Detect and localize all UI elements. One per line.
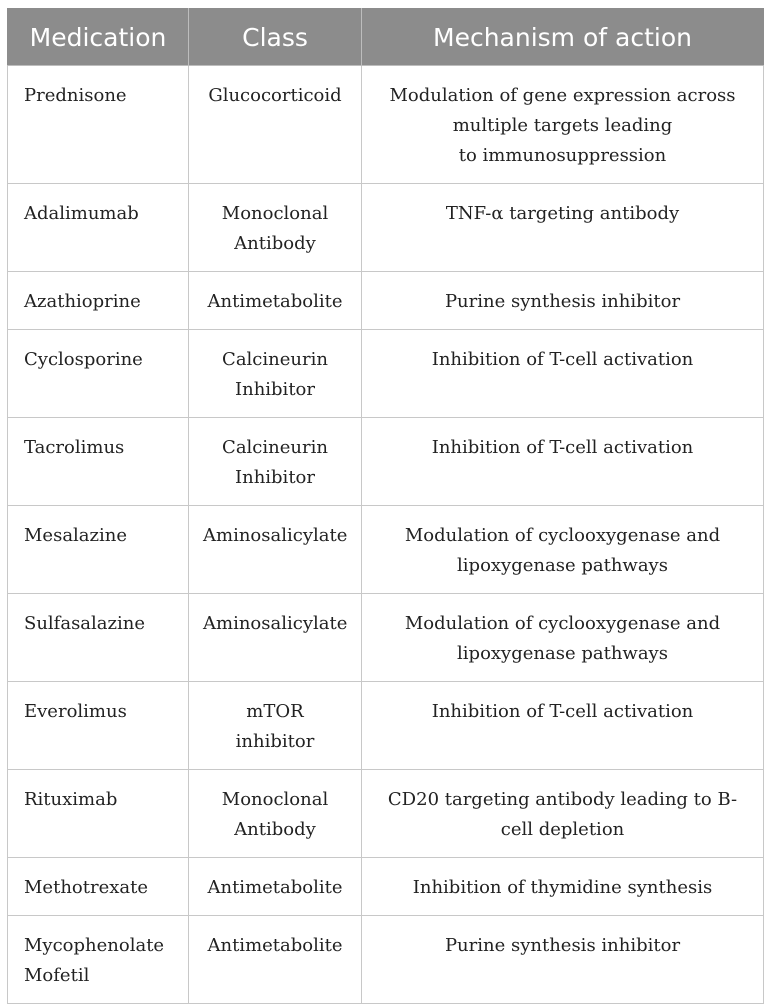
cell-class [189, 184, 362, 272]
cell-medication-line: Prednisone [24, 85, 127, 106]
cell-mechanism [362, 184, 764, 272]
header-row [8, 9, 764, 66]
cell-mechanism [362, 770, 764, 858]
cell-mechanism-line: Purine synthesis inhibitor [444, 935, 681, 956]
cell-mechanism-line: Inhibition of T-cell activation [431, 437, 694, 458]
cell-mechanism-line: Inhibition of T-cell activation [431, 701, 694, 722]
cell-class [189, 418, 362, 506]
table-row [8, 770, 764, 858]
table-row [8, 418, 764, 506]
cell-class-line: Antimetabolite [207, 877, 343, 898]
header-class: Class [189, 9, 362, 66]
cell-class-line: Aminosalicylate [203, 525, 348, 546]
cell-mechanism-line: to immunosuppression [458, 145, 667, 166]
cell-medication-line: Methotrexate [24, 877, 149, 898]
table-body [8, 66, 764, 1004]
cell-mechanism [362, 272, 764, 330]
cell-mechanism [362, 858, 764, 916]
header-medication: Medication [8, 9, 189, 66]
cell-class-line: Inhibitor [234, 379, 315, 400]
cell-class-line: Antimetabolite [207, 935, 343, 956]
cell-medication [8, 184, 189, 272]
cell-mechanism-line: lipoxygenase pathways [457, 555, 668, 576]
cell-medication [8, 506, 189, 594]
cell-mechanism-line: Inhibition of thymidine synthesis [412, 877, 713, 898]
cell-class-line: Monoclonal [221, 789, 329, 810]
cell-mechanism-line: TNF-α targeting antibody [445, 203, 680, 224]
cell-mechanism-line: lipoxygenase pathways [457, 643, 668, 664]
table-row [8, 330, 764, 418]
cell-medication-line: Adalimumab [24, 203, 139, 224]
cell-mechanism [362, 506, 764, 594]
cell-medication-line: Mycophenolate [24, 935, 165, 956]
cell-medication-line: Mofetil [24, 965, 90, 986]
cell-class-line: Antibody [234, 233, 316, 254]
cell-class-line: Calcineurin [222, 349, 328, 370]
cell-medication [8, 594, 189, 682]
cell-medication [8, 858, 189, 916]
cell-mechanism [362, 418, 764, 506]
cell-mechanism [362, 66, 764, 184]
table-row [8, 506, 764, 594]
cell-mechanism-line: Inhibition of T-cell activation [431, 349, 694, 370]
cell-medication [8, 272, 189, 330]
table-row [8, 682, 764, 770]
cell-medication [8, 330, 189, 418]
cell-class-line: mTOR [246, 701, 304, 722]
cell-mechanism-line: CD20 targeting antibody leading to B- [387, 789, 738, 810]
cell-medication-line: Tacrolimus [24, 437, 125, 458]
cell-class-line: Inhibitor [234, 467, 315, 488]
header-mechanism: Mechanism of action [362, 9, 764, 66]
cell-medication [8, 770, 189, 858]
cell-medication-line: Cyclosporine [24, 349, 143, 370]
cell-class-line: Monoclonal [221, 203, 329, 224]
cell-class-line: Aminosalicylate [203, 613, 348, 634]
cell-mechanism [362, 330, 764, 418]
cell-mechanism-line: Purine synthesis inhibitor [444, 291, 681, 312]
cell-class [189, 594, 362, 682]
table-row [8, 858, 764, 916]
cell-mechanism [362, 682, 764, 770]
table-row [8, 594, 764, 682]
medication-table [7, 8, 764, 1004]
cell-medication-line: Mesalazine [24, 525, 128, 546]
cell-medication-line: Sulfasalazine [24, 613, 146, 634]
cell-medication-line: Azathioprine [24, 291, 141, 312]
cell-class-line: inhibitor [235, 731, 315, 752]
cell-mechanism-line: Modulation of gene expression across [389, 85, 736, 106]
cell-medication [8, 66, 189, 184]
cell-medication-line: Everolimus [24, 701, 127, 722]
cell-medication-line: Rituximab [24, 789, 118, 810]
cell-medication [8, 916, 189, 1004]
cell-mechanism-line: cell depletion [500, 819, 625, 840]
cell-class [189, 770, 362, 858]
cell-class [189, 330, 362, 418]
cell-medication [8, 418, 189, 506]
cell-class-line: Calcineurin [222, 437, 328, 458]
table-row [8, 916, 764, 1004]
cell-mechanism [362, 916, 764, 1004]
cell-medication [8, 682, 189, 770]
cell-class [189, 272, 362, 330]
table-header [8, 9, 764, 66]
cell-class [189, 66, 362, 184]
cell-mechanism-line: multiple targets leading [452, 115, 673, 136]
table-row [8, 272, 764, 330]
cell-class [189, 506, 362, 594]
cell-mechanism [362, 594, 764, 682]
cell-class-line: Antimetabolite [207, 291, 343, 312]
cell-mechanism-line: Modulation of cyclooxygenase and [404, 613, 721, 634]
cell-class [189, 858, 362, 916]
cell-class [189, 916, 362, 1004]
cell-class-line: Antibody [234, 819, 316, 840]
cell-mechanism-line: Modulation of cyclooxygenase and [404, 525, 721, 546]
table-row [8, 184, 764, 272]
table-row [8, 66, 764, 184]
cell-class [189, 682, 362, 770]
cell-class-line: Glucocorticoid [208, 85, 342, 106]
